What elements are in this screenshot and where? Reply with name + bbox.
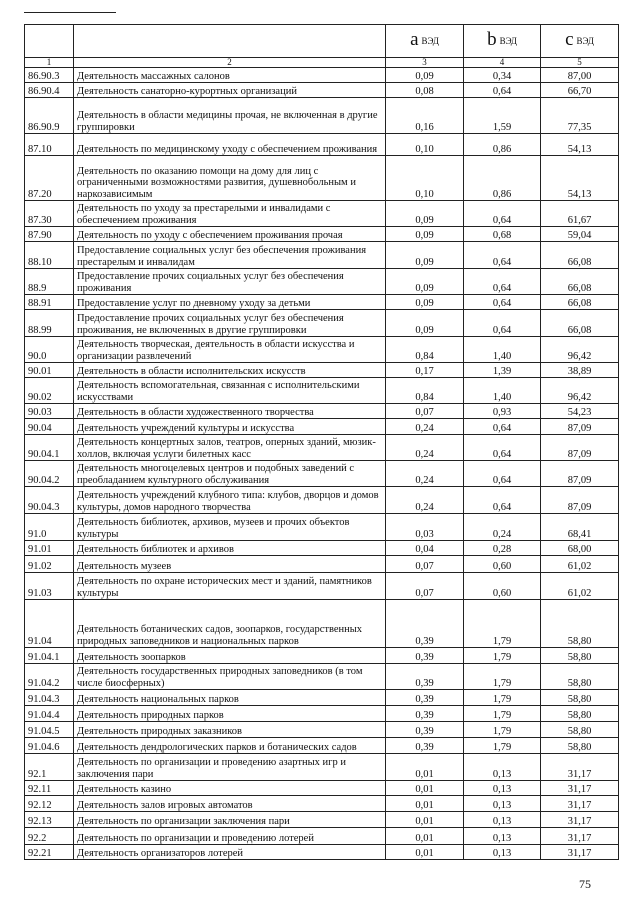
activity-name: Деятельность ботанических садов, зоопарков, государственных природных заповедников и национальных парков [74, 600, 386, 648]
activity-code: 91.01 [25, 541, 74, 556]
coef-c-value: 31,17 [541, 828, 619, 845]
coef-b-value: 1,39 [464, 363, 541, 378]
coef-a-value: 0,08 [386, 83, 464, 98]
activity-name: Деятельность по медицинскому уходу с обеспечением проживания [74, 134, 386, 156]
activity-code: 88.10 [25, 242, 74, 269]
activity-code: 86.90.9 [25, 98, 74, 134]
activity-name: Деятельность по организации заключения пари [74, 812, 386, 828]
activity-name: Предоставление социальных услуг без обеспечения проживания престарелым и инвалидам [74, 242, 386, 269]
coef-c-value: 77,35 [541, 98, 619, 134]
table-row [25, 98, 619, 134]
coef-c-sub: ВЭД [576, 35, 594, 46]
coef-b-value: 0,60 [464, 556, 541, 573]
coef-b-value: 0,34 [464, 68, 541, 83]
coef-c-value: 66,08 [541, 269, 619, 295]
coef-c-value: 61,67 [541, 201, 619, 227]
table-row [25, 754, 619, 781]
coef-b-value: 0,64 [464, 295, 541, 310]
table-row [25, 514, 619, 541]
activity-name: Деятельность по организации и проведению азартных игр и заключения пари [74, 754, 386, 781]
coef-a-value: 0,39 [386, 648, 464, 664]
coef-a-value: 0,01 [386, 812, 464, 828]
page-number: 75 [579, 877, 591, 891]
coef-a-value: 0,10 [386, 134, 464, 156]
column-number-row [25, 58, 619, 68]
table-row [25, 487, 619, 514]
coef-b-value: 0,13 [464, 754, 541, 781]
activity-code: 91.04.4 [25, 706, 74, 722]
activity-name: Деятельность в области художественного творчества [74, 404, 386, 419]
coef-c-value: 58,80 [541, 722, 619, 738]
coef-a-value: 0,01 [386, 781, 464, 796]
table-row [25, 310, 619, 337]
coef-a-value: 0,10 [386, 156, 464, 201]
table-row [25, 68, 619, 83]
table-row [25, 201, 619, 227]
coef-c-value: 31,17 [541, 781, 619, 796]
coef-b-value: 1,79 [464, 738, 541, 754]
coef-a-value: 0,84 [386, 337, 464, 363]
table-row [25, 404, 619, 419]
coef-b-value: 0,64 [464, 461, 541, 487]
coef-b-value: 0,13 [464, 812, 541, 828]
coef-c-value: 31,17 [541, 812, 619, 828]
coef-b-value: 0,86 [464, 134, 541, 156]
table-row [25, 648, 619, 664]
coef-a-value: 0,17 [386, 363, 464, 378]
activity-name: Деятельность зоопарков [74, 648, 386, 664]
coef-c-value: 66,70 [541, 83, 619, 98]
table-row [25, 363, 619, 378]
coef-a-value: 0,24 [386, 487, 464, 514]
activity-name: Деятельность санаторно-курортных организаций [74, 83, 386, 98]
coef-a-value: 0,09 [386, 269, 464, 295]
table-row [25, 337, 619, 363]
table-row [25, 781, 619, 796]
activity-code: 86.90.4 [25, 83, 74, 98]
activity-code: 92.21 [25, 845, 74, 860]
coef-a-value: 0,03 [386, 514, 464, 541]
coef-a-value: 0,04 [386, 541, 464, 556]
table-header-row [25, 25, 619, 58]
activity-name: Деятельность в области медицины прочая, не включенная в другие группировки [74, 98, 386, 134]
coef-b-value: 0,64 [464, 83, 541, 98]
coef-b-value: 1,79 [464, 600, 541, 648]
coef-b-sub: ВЭД [499, 35, 517, 46]
coef-b-value: 0,13 [464, 796, 541, 812]
activity-code: 87.90 [25, 227, 74, 242]
table-row [25, 242, 619, 269]
coef-a-value: 0,24 [386, 419, 464, 435]
coef-a-value: 0,09 [386, 310, 464, 337]
activity-name: Деятельность музеев [74, 556, 386, 573]
coef-b-value: 0,60 [464, 573, 541, 600]
activity-code: 88.99 [25, 310, 74, 337]
activity-code: 91.04.2 [25, 664, 74, 690]
coef-c-value: 87,09 [541, 435, 619, 461]
table-row [25, 664, 619, 690]
activity-code: 91.04.3 [25, 690, 74, 706]
coef-c-value: 66,08 [541, 295, 619, 310]
coef-c-value: 31,17 [541, 845, 619, 860]
activity-code: 90.0 [25, 337, 74, 363]
table-row [25, 556, 619, 573]
coef-a-value: 0,84 [386, 378, 464, 404]
coef-c-letter: c [565, 28, 574, 50]
coef-c-value: 96,42 [541, 378, 619, 404]
coef-a-value: 0,01 [386, 796, 464, 812]
coef-b-value: 1,40 [464, 378, 541, 404]
activity-name: Деятельность многоцелевых центров и подобных заведений с преобладанием культурного обслуживания [74, 461, 386, 487]
coef-b-value: 0,64 [464, 201, 541, 227]
coef-b-value: 0,64 [464, 310, 541, 337]
activity-code: 92.11 [25, 781, 74, 796]
table-row [25, 690, 619, 706]
table-row [25, 269, 619, 295]
activity-code: 91.03 [25, 573, 74, 600]
coef-c-value: 58,80 [541, 738, 619, 754]
coef-b-value: 1,79 [464, 664, 541, 690]
coef-a-value: 0,24 [386, 461, 464, 487]
coef-b-value: 0,13 [464, 828, 541, 845]
coef-a-value: 0,01 [386, 845, 464, 860]
coef-b-letter: b [487, 28, 497, 50]
column-number: 3 [386, 58, 464, 68]
coef-b-value: 0,64 [464, 435, 541, 461]
coef-a-value: 0,01 [386, 754, 464, 781]
table-row [25, 706, 619, 722]
table-row [25, 812, 619, 828]
coef-c-value: 66,08 [541, 310, 619, 337]
activity-name: Деятельность учреждений клубного типа: клубов, дворцов и домов культуры, домов народного творчества [74, 487, 386, 514]
table-row [25, 435, 619, 461]
coef-c-value: 61,02 [541, 556, 619, 573]
coef-c-value: 54,13 [541, 156, 619, 201]
activity-name: Деятельность национальных парков [74, 690, 386, 706]
coef-b-value: 0,64 [464, 487, 541, 514]
column-number: 1 [25, 58, 74, 68]
activity-name: Деятельность залов игровых автоматов [74, 796, 386, 812]
coef-c-value: 58,80 [541, 706, 619, 722]
coef-b-value: 0,24 [464, 514, 541, 541]
coef-a-value: 0,09 [386, 227, 464, 242]
activity-code: 88.9 [25, 269, 74, 295]
activity-code: 91.04.6 [25, 738, 74, 754]
table-row [25, 600, 619, 648]
coef-c-value: 58,80 [541, 600, 619, 648]
coef-c-value: 87,09 [541, 461, 619, 487]
table-row [25, 83, 619, 98]
coef-a-value: 0,24 [386, 435, 464, 461]
table-row [25, 541, 619, 556]
table-row [25, 227, 619, 242]
header-code-cell [25, 25, 74, 58]
activity-name: Предоставление прочих социальных услуг без обеспечения проживания, не включенных в другие группировки [74, 310, 386, 337]
coef-a-value: 0,09 [386, 242, 464, 269]
coef-c-value: 68,41 [541, 514, 619, 541]
activity-code: 90.02 [25, 378, 74, 404]
coef-a-value: 0,09 [386, 201, 464, 227]
activity-code: 91.02 [25, 556, 74, 573]
activity-code: 92.1 [25, 754, 74, 781]
coef-a-value: 0,39 [386, 722, 464, 738]
column-number: 4 [464, 58, 541, 68]
table-row [25, 378, 619, 404]
activity-code: 90.04 [25, 419, 74, 435]
activity-code: 91.04.1 [25, 648, 74, 664]
coef-a-value: 0,07 [386, 404, 464, 419]
activity-name: Деятельность дендрологических парков и ботанических садов [74, 738, 386, 754]
activity-name: Деятельность массажных салонов [74, 68, 386, 83]
activity-name: Деятельность по организации и проведению лотерей [74, 828, 386, 845]
coef-b-value: 1,79 [464, 690, 541, 706]
header-activity-cell [74, 25, 386, 58]
activity-name: Предоставление прочих социальных услуг без обеспечения проживания [74, 269, 386, 295]
activity-name: Деятельность по уходу с обеспечением проживания прочая [74, 227, 386, 242]
coef-c-value: 87,00 [541, 68, 619, 83]
activity-name: Деятельность учреждений культуры и искусства [74, 419, 386, 435]
coef-b-value: 0,28 [464, 541, 541, 556]
table-row [25, 461, 619, 487]
coef-c-value: 61,02 [541, 573, 619, 600]
activity-name: Деятельность казино [74, 781, 386, 796]
coef-b-value: 0,64 [464, 242, 541, 269]
coef-c-value: 58,80 [541, 664, 619, 690]
activity-code: 91.04 [25, 600, 74, 648]
coef-b-value: 0,64 [464, 269, 541, 295]
coef-b-value: 0,64 [464, 419, 541, 435]
activity-name: Деятельность концертных залов, театров, оперных зданий, мюзик-холлов, включая услуги билетных касс [74, 435, 386, 461]
top-rule [24, 12, 116, 13]
coef-c-value: 54,13 [541, 134, 619, 156]
activity-code: 90.03 [25, 404, 74, 419]
activity-name: Деятельность библиотек, архивов, музеев и прочих объектов культуры [74, 514, 386, 541]
activity-code: 88.91 [25, 295, 74, 310]
coef-b-value: 1,40 [464, 337, 541, 363]
activity-coefficients-table [24, 24, 619, 860]
coef-c-value: 58,80 [541, 690, 619, 706]
table-row [25, 722, 619, 738]
table-row [25, 295, 619, 310]
table-row [25, 419, 619, 435]
activity-code: 87.20 [25, 156, 74, 201]
coef-b-value: 0,13 [464, 781, 541, 796]
coef-b-value: 1,59 [464, 98, 541, 134]
activity-code: 92.2 [25, 828, 74, 845]
table-row [25, 134, 619, 156]
activity-name: Деятельность природных заказников [74, 722, 386, 738]
activity-name: Деятельность по уходу за престарелыми и инвалидами с обеспечением проживания [74, 201, 386, 227]
coef-c-value: 38,89 [541, 363, 619, 378]
coef-a-value: 0,01 [386, 828, 464, 845]
coef-b-value: 1,79 [464, 648, 541, 664]
table-row [25, 156, 619, 201]
coef-b-value: 1,79 [464, 722, 541, 738]
coef-a-value: 0,09 [386, 295, 464, 310]
coef-b-value: 1,79 [464, 706, 541, 722]
coef-a-value: 0,39 [386, 706, 464, 722]
header-coef-b [464, 25, 541, 58]
coef-c-value: 58,80 [541, 648, 619, 664]
coef-b-value: 0,86 [464, 156, 541, 201]
table-row [25, 828, 619, 845]
activity-code: 91.04.5 [25, 722, 74, 738]
activity-code: 87.10 [25, 134, 74, 156]
coef-c-value: 87,09 [541, 487, 619, 514]
coef-a-value: 0,09 [386, 68, 464, 83]
activity-name: Предоставление услуг по дневному уходу за детьми [74, 295, 386, 310]
table-row [25, 738, 619, 754]
coef-a-value: 0,39 [386, 600, 464, 648]
activity-name: Деятельность вспомогательная, связанная с исполнительскими искусствами [74, 378, 386, 404]
activity-name: Деятельность в области исполнительских искусств [74, 363, 386, 378]
table-row [25, 796, 619, 812]
coef-a-value: 0,39 [386, 664, 464, 690]
coef-a-value: 0,16 [386, 98, 464, 134]
activity-code: 92.13 [25, 812, 74, 828]
activity-name: Деятельность организаторов лотерей [74, 845, 386, 860]
coef-a-letter: a [410, 28, 419, 50]
activity-code: 90.01 [25, 363, 74, 378]
table-row [25, 573, 619, 600]
activity-code: 90.04.1 [25, 435, 74, 461]
activity-name: Деятельность по оказанию помощи на дому для лиц с ограниченными возможностями развития, душевнобольным и наркозависимым [74, 156, 386, 201]
activity-name: Деятельность по охране исторических мест и зданий, памятников культуры [74, 573, 386, 600]
activity-name: Деятельность творческая, деятельность в области искусства и организации развлечений [74, 337, 386, 363]
coef-c-value: 66,08 [541, 242, 619, 269]
coef-b-value: 0,68 [464, 227, 541, 242]
activity-name: Деятельность государственных природных заповедников (в том числе биосферных) [74, 664, 386, 690]
coef-c-value: 68,00 [541, 541, 619, 556]
coef-c-value: 59,04 [541, 227, 619, 242]
activity-name: Деятельность природных парков [74, 706, 386, 722]
coef-b-value: 0,13 [464, 845, 541, 860]
coef-c-value: 96,42 [541, 337, 619, 363]
coef-c-value: 87,09 [541, 419, 619, 435]
table-row [25, 845, 619, 860]
activity-code: 92.12 [25, 796, 74, 812]
coef-a-value: 0,07 [386, 573, 464, 600]
column-number: 5 [541, 58, 619, 68]
activity-code: 91.0 [25, 514, 74, 541]
coef-a-value: 0,07 [386, 556, 464, 573]
column-number: 2 [74, 58, 386, 68]
coef-a-value: 0,39 [386, 738, 464, 754]
header-coef-c [541, 25, 619, 58]
coef-a-value: 0,39 [386, 690, 464, 706]
activity-name: Деятельность библиотек и архивов [74, 541, 386, 556]
coef-c-value: 31,17 [541, 796, 619, 812]
activity-code: 86.90.3 [25, 68, 74, 83]
activity-code: 90.04.2 [25, 461, 74, 487]
coef-a-sub: ВЭД [421, 35, 439, 46]
coef-c-value: 31,17 [541, 754, 619, 781]
header-coef-a [386, 25, 464, 58]
activity-code: 90.04.3 [25, 487, 74, 514]
activity-code: 87.30 [25, 201, 74, 227]
coef-c-value: 54,23 [541, 404, 619, 419]
coef-b-value: 0,93 [464, 404, 541, 419]
